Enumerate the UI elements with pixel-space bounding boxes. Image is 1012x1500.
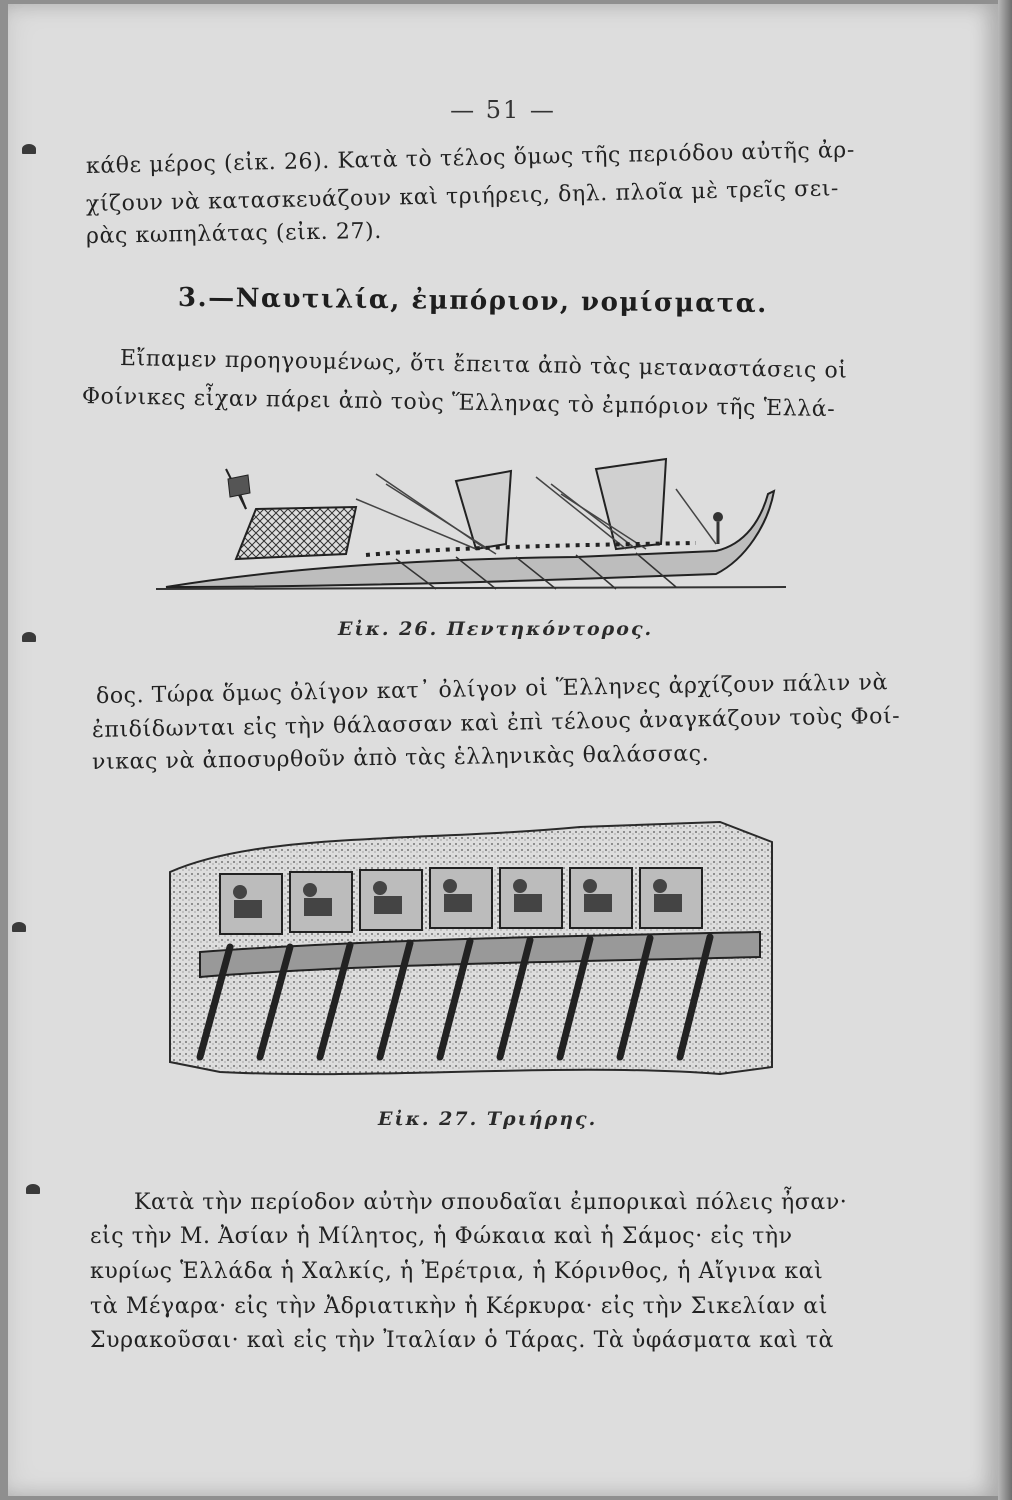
text-line: κάθε μέρος (εἰκ. 26). Κατὰ τὸ τέλος ὅμως τῆς περιόδου αὐτῆς ἀρ- xyxy=(85,137,856,179)
text-line: Κατὰ τὴν περίοδον αὐτὴν σπουδαῖαι ἐμπορικαὶ πόλεις ἦσαν· xyxy=(134,1190,848,1215)
binding-mark xyxy=(26,1184,40,1194)
text-line: δος. Τώρα ὅμως ὀλίγον κατ᾽ ὀλίγον οἱ Ἕλληνες ἀρχίζουν πάλιν νὰ xyxy=(95,670,889,709)
figure-26-pentekonter-illustration xyxy=(156,449,796,599)
binding-mark xyxy=(22,632,36,642)
figure-27-trireme-relief-illustration xyxy=(160,812,782,1092)
figure-26-caption: Εἰκ. 26. Πεντηκόντορος. xyxy=(338,618,654,640)
text-line: Συρακοῦσαι· καὶ εἰς τὴν Ἰταλίαν ὁ Τάρας. Τὰ ὑφάσματα καὶ τὰ xyxy=(90,1328,835,1353)
text-line: νικας νὰ ἀποσυρθοῦν ἀπὸ τὰς ἑλληνικὰς θαλάσσας. xyxy=(91,741,710,775)
text-line: τὰ Μέγαρα· εἰς τὴν Ἀδριατικὴν ἡ Κέρκυρα· εἰς τὴν Σικελίαν αἱ xyxy=(90,1294,828,1319)
binding-mark xyxy=(12,922,26,932)
book-page xyxy=(8,4,998,1496)
page-number: — 51 — xyxy=(450,96,556,124)
binding-mark xyxy=(22,144,36,154)
text-line: κυρίως Ἑλλάδα ἡ Χαλκίς, ἡ Ἐρέτρια, ἡ Κόρινθος, ἡ Αἴγινα καὶ xyxy=(90,1259,824,1284)
text-line: εἰς τὴν Μ. Ἀσίαν ἡ Μίλητος, ἡ Φώκαια καὶ ἡ Σάμος· εἰς τὴν xyxy=(90,1224,793,1249)
figure-27-caption: Εἰκ. 27. Τριήρης. xyxy=(378,1108,598,1130)
text-line: χίζουν νὰ κατασκευάζουν καὶ τριήρεις, δηλ. πλοῖα μὲ τρεῖς σει- xyxy=(85,176,840,217)
page-edge-shadow xyxy=(998,0,1012,1500)
section-heading: 3.—Ναυτιλία, ἐμπόριον, νομίσματα. xyxy=(177,282,768,320)
text-line: Φοίνικες εἶχαν πάρει ἀπὸ τοὺς Ἕλληνας τὸ ἐμπόριον τῆς Ἑλλά- xyxy=(81,384,836,423)
text-line: ἐπιδίδωνται εἰς τὴν θάλασσαν καὶ ἐπὶ τέλους ἀναγκάζουν τοὺς Φοί- xyxy=(91,703,901,743)
text-line: Εἴπαμεν προηγουμένως, ὅτι ἔπειτα ἀπὸ τὰς μεταναστάσεις οἱ xyxy=(119,346,848,384)
text-line: ρὰς κωπηλάτας (εἰκ. 27). xyxy=(85,218,383,249)
